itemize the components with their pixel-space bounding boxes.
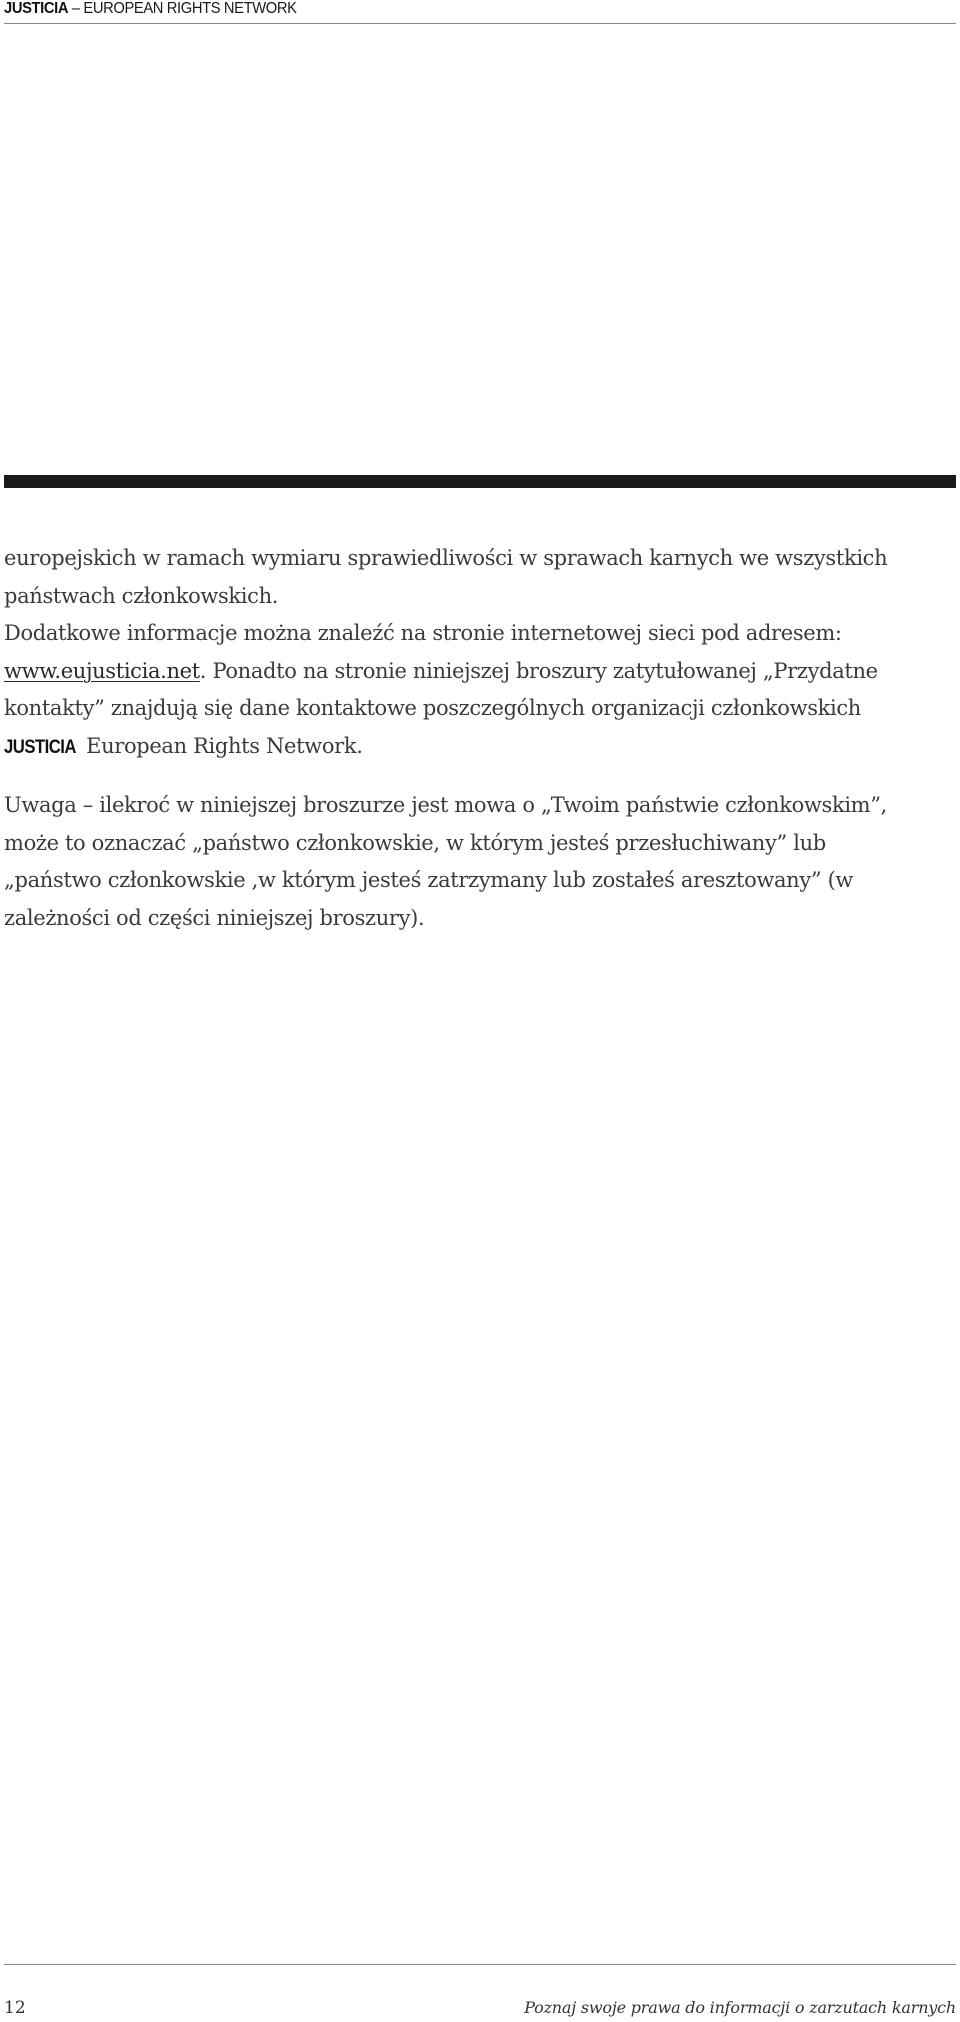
header-divider (4, 23, 956, 24)
paragraph-note (4, 787, 956, 937)
text-line: . Ponadto na stronie niniejszej broszury zatytułowanej „Przydatne (199, 658, 878, 683)
text-line: europejskich w ramach wymiaru sprawiedliwości w sprawach karnych we wszystkich (4, 546, 888, 570)
footer-divider (4, 1964, 956, 1965)
body-text (4, 540, 956, 937)
text-line: państwach członkowskich. (4, 583, 279, 608)
text-line: European Rights Network. (79, 733, 363, 758)
text-line: może to oznaczać „państwo członkowskie, w którym jesteś przesłuchiwany” lub (4, 830, 826, 855)
running-header (4, 0, 297, 18)
text-line: zależności od części niniejszej broszury). (4, 905, 425, 930)
text-line: Uwaga – ilekroć w niniejszej broszurze jest mowa o „Twoim państwie członkowskim”, (4, 793, 887, 817)
text-line: „państwo członkowskie ,w którym jesteś zatrzymany lub zostałeś aresztowany” (w (4, 868, 854, 892)
text-line: kontakty” znajdują się dane kontaktowe poszczególnych organizacji członkowskich (4, 696, 861, 720)
website-link[interactable]: www.eujusticia.net (4, 658, 200, 683)
text-line: Dodatkowe informacje można znaleźć na stronie internetowej sieci pod adresem: (4, 621, 842, 645)
section-bar (4, 475, 956, 488)
paragraph-contacts (4, 540, 956, 766)
page-number: 12 (4, 1998, 26, 2018)
justicia-brand: JUSTICIA (4, 736, 76, 758)
header-brand: JUSTICIA (4, 0, 69, 17)
footer-title: Poznaj swoje prawa do informacji o zarzutach karnych (524, 1998, 956, 2017)
header-subtitle: – EUROPEAN RIGHTS NETWORK (68, 0, 297, 17)
